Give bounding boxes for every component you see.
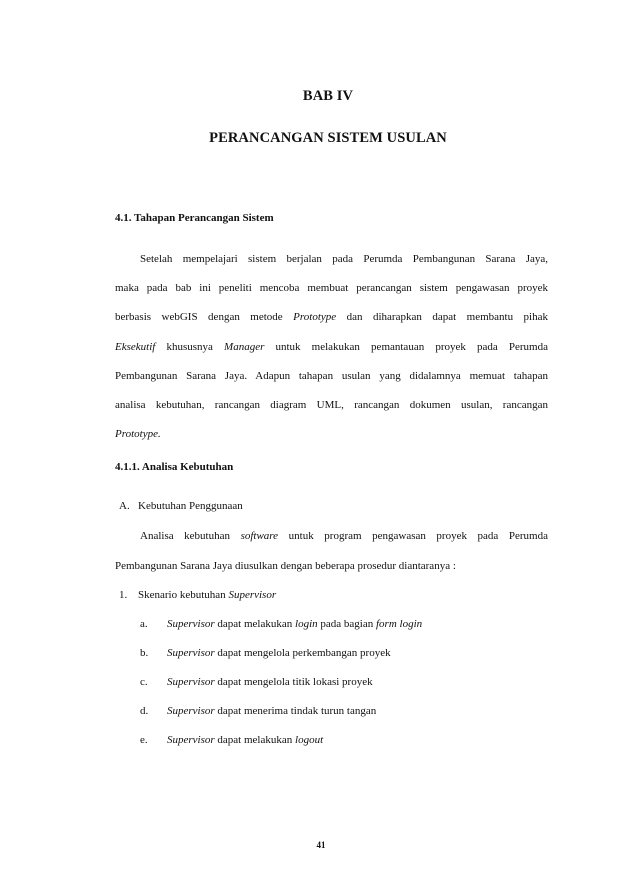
chapter-number: BAB IV [302, 88, 354, 104]
list-item-label: b. [140, 647, 149, 659]
paragraph-line [115, 310, 548, 324]
list-item-text [167, 734, 323, 746]
list-item [140, 675, 373, 689]
italic-text: Supervisor [228, 589, 277, 601]
paragraph-line [115, 559, 456, 573]
text-run: dapat menerima tindak turun tangan [214, 705, 377, 717]
italic-text: Manager [224, 341, 265, 353]
text-run: Pembangunan Sarana Jaya diusulkan dengan beberapa prosedur diantaranya : [115, 560, 456, 572]
italic-text: Prototype. [115, 428, 161, 440]
list-item [140, 733, 323, 747]
italic-text: login [295, 618, 318, 630]
text-run: berbasis webGIS dengan metode [115, 311, 294, 323]
italic-text: Supervisor [167, 618, 215, 630]
list-item [140, 646, 391, 660]
numbered-text [138, 589, 276, 601]
paragraph-line [115, 369, 548, 383]
italic-text: form login [375, 618, 423, 630]
text-run: khususnya [155, 341, 225, 353]
italic-text: Prototype [293, 311, 337, 323]
text-run: dapat mengelola titik lokasi proyek [214, 676, 373, 688]
paragraph-line [140, 252, 548, 266]
page-number: 41 [316, 840, 326, 850]
numbered-item [119, 588, 276, 602]
subsection-title: Kebutuhan Penggunaan [138, 500, 243, 512]
section-heading-4-1: 4.1. Tahapan Perancangan Sistem [115, 212, 274, 224]
text-run: Pembangunan Sarana Jaya. Adapun tahapan usulan yang didalamnya memuat tahapan [115, 370, 548, 382]
list-item-label: c. [140, 676, 148, 688]
list-item-text [167, 705, 376, 717]
text-run: untuk program pengawasan proyek pada Perumda [278, 530, 548, 542]
chapter-title: PERANCANGAN SISTEM USULAN [209, 130, 447, 146]
italic-text: software [240, 530, 279, 542]
italic-text: Supervisor [167, 676, 215, 688]
italic-text: Eksekutif [115, 341, 156, 353]
list-item-text [167, 676, 373, 688]
text-run: pada bagian [317, 618, 376, 630]
text-run: maka pada bab ini peneliti mencoba membuat perancangan sistem pengawasan proyek [115, 282, 548, 294]
subsection-label: A. [119, 500, 130, 512]
italic-text: Supervisor [167, 705, 215, 717]
paragraph-line [115, 281, 548, 295]
italic-text: logout [295, 734, 324, 746]
list-item [140, 704, 376, 718]
numbered-label: 1. [119, 589, 128, 601]
text-run: dapat melakukan [214, 734, 296, 746]
paragraph-line [115, 427, 161, 441]
list-item-label: a. [140, 618, 148, 630]
text-run: untuk melakukan pemantauan proyek pada Perumda [264, 341, 548, 353]
text-run: dapat mengelola perkembangan proyek [214, 647, 391, 659]
section-heading-4-1-1: 4.1.1. Analisa Kebutuhan [115, 461, 234, 473]
subsection-heading [119, 499, 243, 513]
text-run: dan diharapkan dapat membantu pihak [336, 311, 548, 323]
text-run: dapat melakukan [214, 618, 296, 630]
paragraph-line [115, 398, 548, 412]
text-run: analisa kebutuhan, rancangan diagram UML, rancangan dokumen usulan, rancangan [115, 399, 548, 411]
list-item [140, 617, 422, 631]
italic-text: Supervisor [167, 647, 215, 659]
paragraph-line [140, 529, 548, 543]
list-item-label: d. [140, 705, 149, 717]
list-item-text [167, 647, 391, 659]
text-run: Setelah mempelajari sistem berjalan pada Perumda Pembangunan Sarana Jaya, [140, 253, 548, 265]
paragraph-line [115, 340, 548, 354]
list-item-text [167, 618, 422, 630]
text-run: Skenario kebutuhan [138, 589, 229, 601]
list-item-label: e. [140, 734, 148, 746]
text-run: Analisa kebutuhan [140, 530, 241, 542]
italic-text: Supervisor [167, 734, 215, 746]
